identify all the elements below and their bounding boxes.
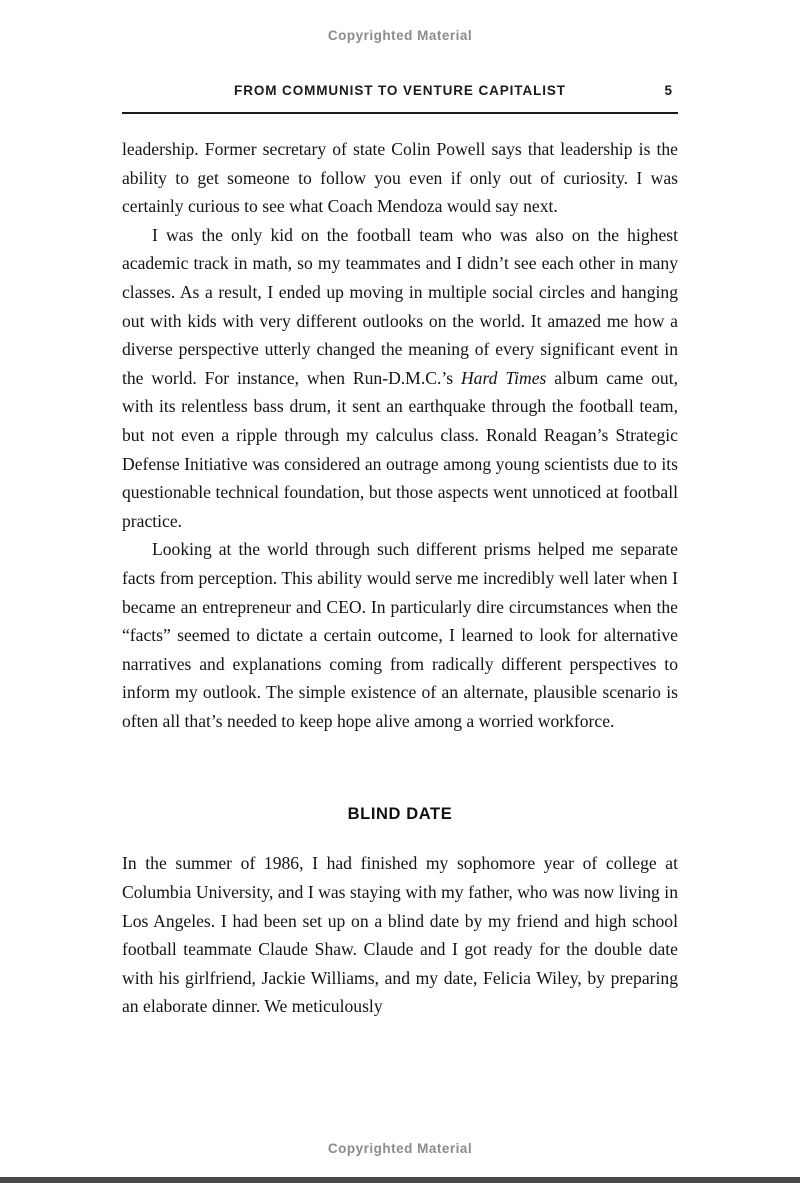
- paragraph-prisms: Looking at the world through such different prisms helped me separate facts from perception. This ability would serve me incredibly well later when I became an entrepreneur and CEO. In particularly dire circumstances when the “facts” seemed to dictate a certain outcome, I learned to look for alternative narratives and explanations coming from radically different perspectives to inform my outlook. The simple existence of an alternate, plausible scenario is often all that’s needed to keep hope alive among a worried workforce.: [122, 539, 678, 731]
- paragraph-leadership: leadership. Former secretary of state Colin Powell says that leadership is the ability to get someone to follow you even if only out of curiosity. I was certainly curious to see what Coach Mendoza would say next.: [122, 139, 678, 217]
- page-content: [122, 0, 678, 1021]
- copyright-notice-bottom: Copyrighted Material: [327, 1141, 473, 1156]
- section-heading-blind-date: BLIND DATE: [347, 805, 453, 824]
- copyright-notice-top: Copyrighted Material: [327, 28, 473, 43]
- paragraph-text-segment: album came out, with its relentless bass drum, it sent an earthquake through the football team, but not even a ripple through my calculus class. Ronald Reagan’s Strategic Defense Initiative was considered an outrage among young scientists due to its questionable technical foundation, but those aspects went unnoticed at football practice.: [122, 367, 678, 531]
- paragraph-summer-1986: In the summer of 1986, I had finished my sophomore year of college at Columbia University, and I was staying with my father, who was now living in Los Angeles. I had been set up on a blind date by my friend and high school football teammate Claude Shaw. Claude and I got ready for the double date with his girlfriend, Jackie Williams, and my date, Felicia Wiley, by preparing an elaborate dinner. We meticulously: [122, 853, 678, 1017]
- running-head: [122, 83, 678, 99]
- page-number: 5: [664, 83, 672, 98]
- album-title-italic: Hard Times: [460, 367, 547, 388]
- scan-edge-bar: [0, 1177, 800, 1183]
- header-rule: [122, 112, 678, 114]
- chapter-title: FROM COMMUNIST TO VENTURE CAPITALIST: [234, 83, 566, 98]
- paragraph-football-team: [122, 221, 678, 536]
- paragraph-text-segment: I was the only kid on the football team who was also on the highest academic track in math, so my teammates and I didn’t see each other in many classes. As a result, I ended up moving in multiple social circles and hanging out with kids with very different outlooks on the world. It amazed me how a diverse perspective utterly changed the meaning of every significant event in the world. For instance, when Run-D.M.C.’s: [122, 224, 678, 388]
